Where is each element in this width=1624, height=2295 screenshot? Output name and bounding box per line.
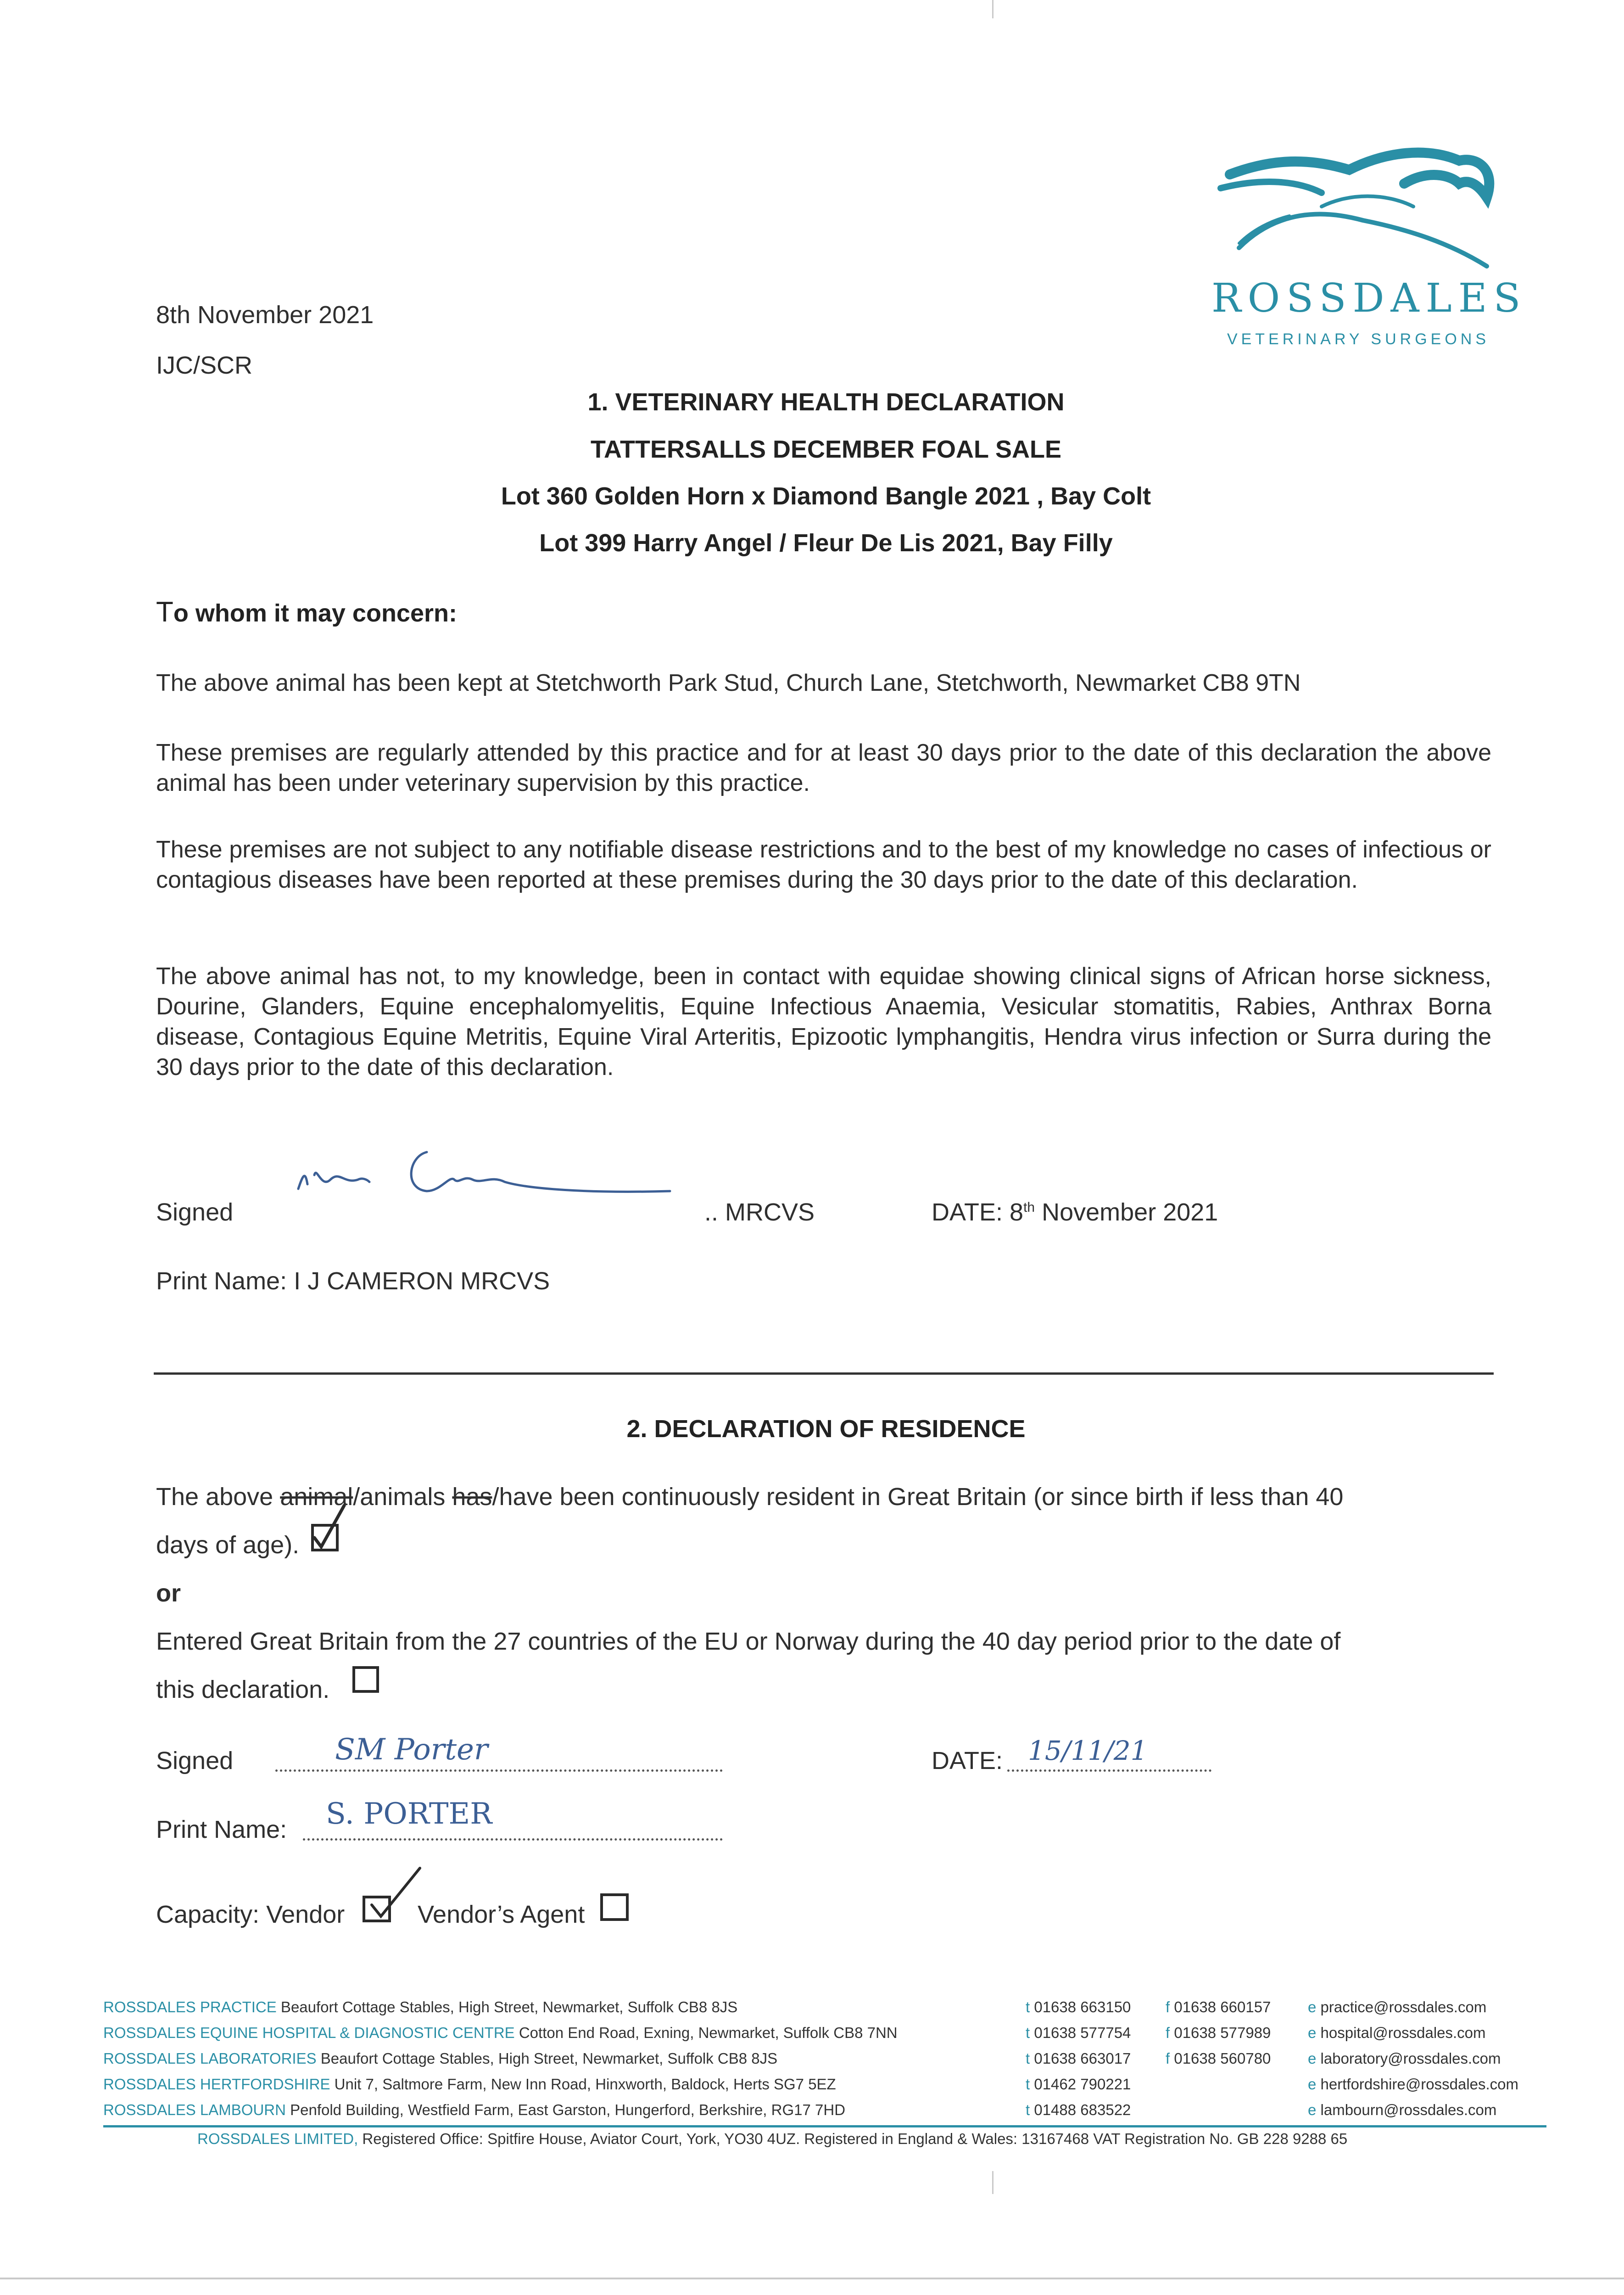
footer-row-address: Beaufort Cottage Stables, High Street, Newmarket, Suffolk CB8 8JS — [276, 1998, 738, 2015]
tel-prefix: t — [1026, 2101, 1030, 2118]
rossdales-logo — [1211, 142, 1527, 363]
section-divider — [154, 1372, 1494, 1375]
residence-text-a: The above — [156, 1483, 280, 1511]
title-line-3: Lot 360 Golden Horn x Diamond Bangle 2021 , Bay Colt — [501, 482, 1151, 510]
email-prefix: e — [1308, 2050, 1317, 2067]
fax-prefix: f — [1166, 2024, 1170, 2041]
tel-prefix: t — [1026, 2024, 1030, 2041]
title-line-4: Lot 399 Harry Angel / Fleur De Lis 2021, Bay Filly — [539, 529, 1113, 557]
footer-row-address: Penfold Building, Westfield Farm, East Garston, Hungerford, Berkshire, RG17 7HD — [285, 2101, 846, 2118]
tel-prefix: t — [1026, 2050, 1030, 2067]
footer-registered — [197, 2126, 1482, 2152]
paragraph-contact: The above animal has not, to my knowledge, been in contact with equidae showing clinical signs of African horse sickness, Dourine, Glanders, Equine encephalomyelitis, Equine Infectious Anaemia, Vesicular stomatitis, Rabies, Anthrax Borna disease, Contagious Equine Metritis, Equine Viral Arteritis, Epizootic lymphangitis, Hendra virus infection or Surra during the 30 days prior to the date of this declaration. — [156, 963, 1491, 1080]
title-line-1: 1. VETERINARY HEALTH DECLARATION — [587, 388, 1065, 416]
vet-signature-text — [289, 1134, 339, 1144]
footer-row-name: ROSSDALES EQUINE HOSPITAL & DIAGNOSTIC CENTRE — [103, 2024, 515, 2041]
footer-row-address: Beaufort Cottage Stables, High Street, Newmarket, Suffolk CB8 8JS — [316, 2050, 778, 2067]
residence-text-c: /have been continuously resident in Great Britain (or since birth if less than 40 — [492, 1483, 1344, 1511]
footer-fax: 01638 560780 — [1174, 2050, 1271, 2067]
residence-strike-animal: animal — [280, 1483, 353, 1511]
residence-strike-has: has — [452, 1483, 492, 1511]
tel-prefix: t — [1026, 2076, 1030, 2093]
footer-row-name: ROSSDALES PRACTICE — [103, 1998, 277, 2015]
footer-addresses — [103, 1994, 1544, 2123]
scan-edge-line — [0, 2278, 1624, 2279]
footer-email[interactable]: hospital@rossdales.com — [1320, 2024, 1486, 2041]
footer-row — [103, 2071, 1544, 2097]
logo-tagline: VETERINARY SURGEONS — [1227, 330, 1490, 348]
vendor-date: 15/11/21 — [1028, 1735, 1148, 1766]
vendor-print-name: S. PORTER — [326, 1797, 492, 1831]
agent-label: Vendor’s Agent — [418, 1901, 585, 1928]
vendor-print-label: Print Name: — [156, 1816, 287, 1843]
residence-text-b: /animals — [353, 1483, 452, 1511]
vendor-signed-label: Signed — [156, 1747, 234, 1774]
vet-date-label: DATE: 8 — [932, 1198, 1024, 1226]
email-prefix: e — [1308, 2024, 1317, 2041]
letter-reference: IJC/SCR — [156, 352, 253, 379]
vet-print-name: Print Name: I J CAMERON MRCVS — [156, 1267, 550, 1295]
paragraph-supervision: These premises are regularly attended by this practice and for at least 30 days prior to the date of this declaration the above animal has been under veterinary supervision by this practice. — [156, 739, 1491, 796]
entered-checkbox[interactable] — [352, 1666, 379, 1693]
email-prefix: e — [1308, 2076, 1317, 2093]
footer-row — [103, 1994, 1544, 2020]
entered-line-2: this declaration. — [156, 1676, 330, 1703]
email-prefix: e — [1308, 2101, 1317, 2118]
vet-date-rest: November 2021 — [1035, 1198, 1218, 1226]
scan-mark-bottom — [992, 2171, 993, 2194]
letter-date: 8th November 2021 — [156, 301, 374, 329]
fax-prefix: f — [1166, 1998, 1170, 2015]
footer-tel: 01462 790221 — [1034, 2076, 1131, 2093]
footer-email[interactable]: laboratory@rossdales.com — [1320, 2050, 1501, 2067]
registered-company: ROSSDALES LIMITED, — [197, 2130, 358, 2147]
footer-row-name: ROSSDALES LABORATORIES — [103, 2050, 317, 2067]
paragraph-premises: The above animal has been kept at Stetchworth Park Stud, Church Lane, Stetchworth, Newmarket CB8 9TN — [156, 670, 1301, 696]
title-line-2: TATTERSALLS DECEMBER FOAL SALE — [591, 436, 1061, 463]
agent-checkbox[interactable] — [600, 1893, 629, 1921]
footer-tel: 01638 577754 — [1034, 2024, 1131, 2041]
vendor-signature: SM Porter — [335, 1733, 488, 1767]
salutation-initial: T — [156, 596, 173, 628]
vet-date — [932, 1198, 1218, 1226]
or-label: or — [156, 1579, 181, 1607]
salutation — [156, 596, 457, 628]
footer-email[interactable]: lambourn@rossdales.com — [1320, 2101, 1497, 2118]
section2-heading: 2. DECLARATION OF RESIDENCE — [626, 1415, 1026, 1443]
paragraph-notifiable: These premises are not subject to any notifiable disease restrictions and to the best of my knowledge no cases of infectious or contagious diseases have been reported at these premises during the 30 days prior to the date of this declaration. — [156, 836, 1491, 893]
vet-date-suffix: th — [1023, 1200, 1035, 1215]
footer-row-address: Cotton End Road, Exning, Newmarket, Suffolk CB8 7NN — [514, 2024, 898, 2041]
vendor-date-line — [1007, 1769, 1211, 1772]
fax-prefix: f — [1166, 2050, 1170, 2067]
capacity-label: Capacity: Vendor — [156, 1901, 345, 1928]
logo-name: ROSSDALES — [1211, 275, 1527, 321]
vet-signature — [289, 1134, 679, 1212]
footer-row-address: Unit 7, Saltmore Farm, New Inn Road, Hinxworth, Baldock, Herts SG7 5EZ — [330, 2076, 836, 2093]
footer-row — [103, 2046, 1544, 2071]
horse-icon — [1211, 142, 1505, 280]
tel-prefix: t — [1026, 1998, 1030, 2015]
email-prefix: e — [1308, 1998, 1317, 2015]
vendor-check-mark — [363, 1864, 422, 1923]
footer-email[interactable]: practice@rossdales.com — [1320, 1998, 1487, 2015]
footer-row — [103, 2097, 1544, 2123]
footer-tel: 01638 663150 — [1034, 1998, 1131, 2015]
residence-line-2: days of age). — [156, 1531, 300, 1559]
vet-mrcvs: .. MRCVS — [704, 1198, 815, 1226]
entered-line-1: Entered Great Britain from the 27 countries of the EU or Norway during the 40 day period prior to the date of — [156, 1628, 1341, 1655]
salutation-rest: o whom it may concern: — [173, 599, 457, 627]
footer-row — [103, 2020, 1544, 2046]
footer-row-name: ROSSDALES HERTFORDSHIRE — [103, 2076, 330, 2093]
scan-mark-top — [992, 0, 993, 18]
vet-signed-label: Signed — [156, 1198, 234, 1226]
footer-tel: 01638 663017 — [1034, 2050, 1131, 2067]
footer-fax: 01638 577989 — [1174, 2024, 1271, 2041]
vendor-print-line — [303, 1838, 723, 1841]
footer-email[interactable]: hertfordshire@rossdales.com — [1320, 2076, 1519, 2093]
footer-row-name: ROSSDALES LAMBOURN — [103, 2101, 286, 2118]
footer-fax: 01638 660157 — [1174, 1998, 1271, 2015]
footer-tel: 01488 683522 — [1034, 2101, 1131, 2118]
registered-details: Registered Office: Spitfire House, Aviator Court, York, YO30 4UZ. Registered in England & Wales: 13167468 VAT Registration No. GB 228 9288 65 — [358, 2130, 1348, 2147]
vendor-date-label: DATE: — [932, 1747, 1003, 1774]
vendor-signed-line — [275, 1769, 723, 1772]
resident-check-mark — [294, 1501, 349, 1556]
residence-statement — [156, 1483, 1496, 1511]
